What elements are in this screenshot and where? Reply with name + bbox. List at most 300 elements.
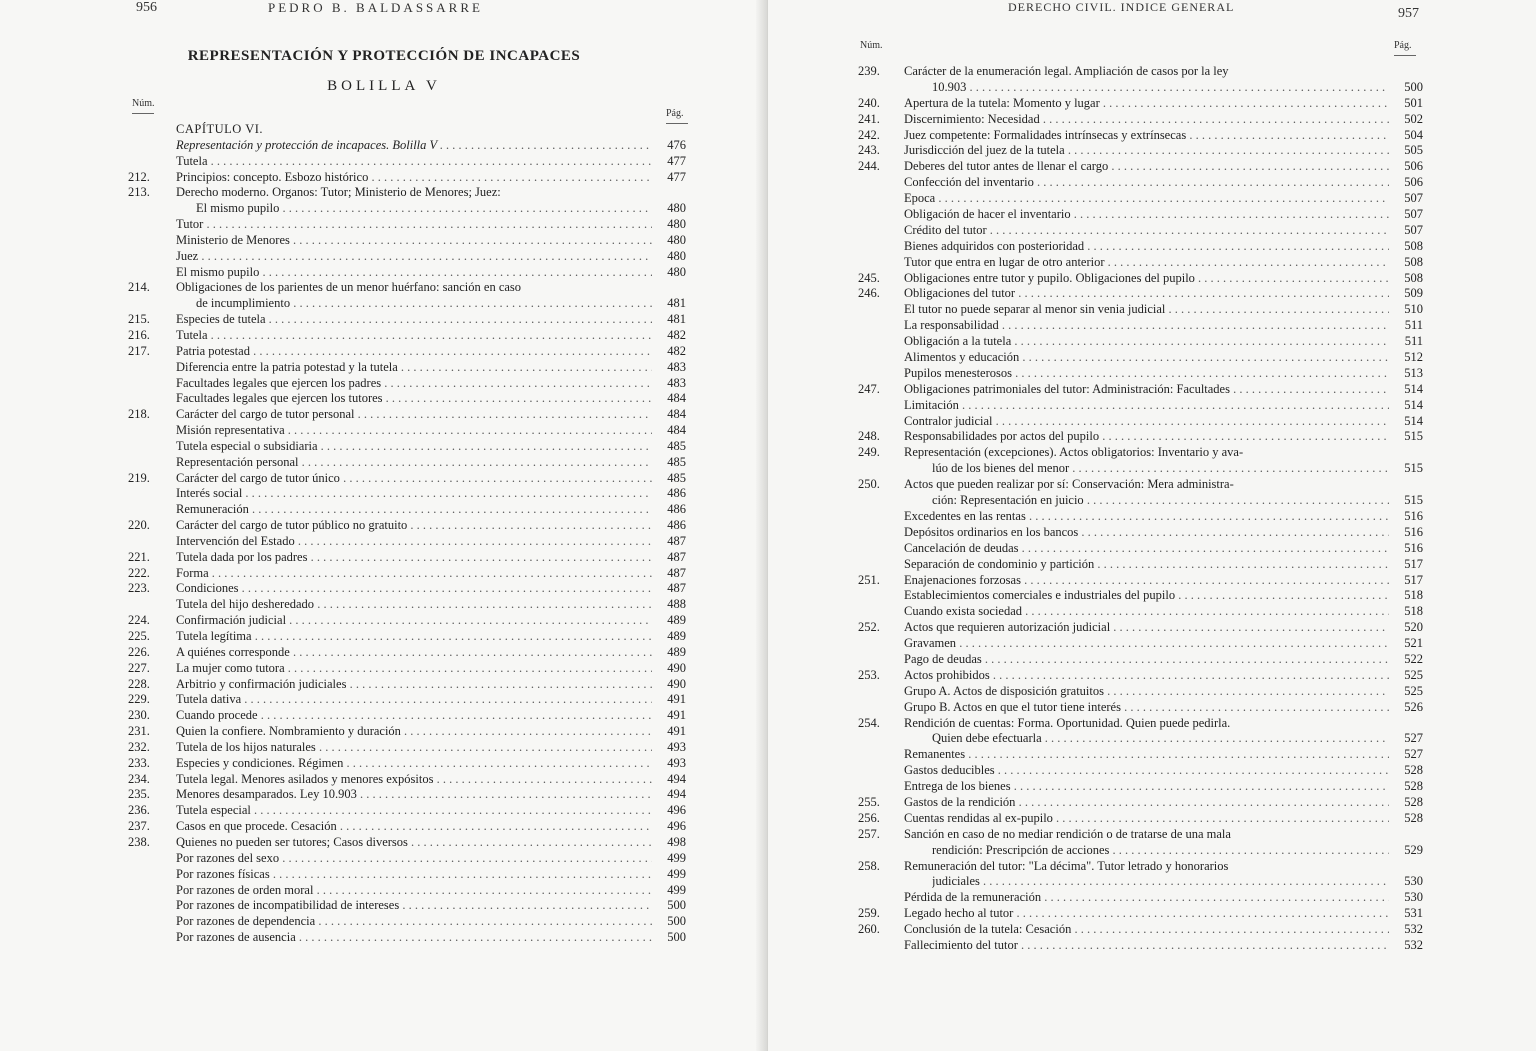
entry-title: Tutela dativa . . . — [176, 692, 652, 708]
entry-page: 498 — [667, 834, 686, 849]
toc-entry — [128, 787, 686, 803]
entry-page: 509 — [1404, 286, 1423, 301]
entry-title: Pupilos menesterosos . . . — [904, 366, 1389, 382]
entry-title: Enajenaciones forzosas . . . — [904, 573, 1389, 589]
entry-number: 228. — [128, 676, 150, 691]
toc-entry — [128, 708, 686, 724]
toc-entry — [128, 566, 686, 582]
entry-page: 488 — [667, 597, 686, 612]
toc-entry — [858, 255, 1423, 271]
entry-title: Arbitrio y confirmación judiciales . . . — [176, 677, 652, 693]
entry-title: Carácter del cargo de tutor único . . . — [176, 471, 652, 487]
entry-title: Actos que requieren autorización judicial . . . — [904, 620, 1389, 636]
entry-title: Representación y protección de incapaces. Bolilla V . . . — [176, 138, 652, 154]
entry-number: 260. — [858, 922, 880, 937]
entry-number: 223. — [128, 581, 150, 596]
entry-title: Por razones de ausencia . . . — [176, 930, 652, 946]
entry-page: 494 — [667, 771, 686, 786]
entry-page: 522 — [1404, 651, 1423, 666]
entry-number: 216. — [128, 327, 150, 342]
entry-page: 527 — [1404, 731, 1423, 746]
entry-title: Cuentas rendidas al ex-pupilo . . . — [904, 811, 1389, 827]
entry-number: 232. — [128, 739, 150, 754]
entry-title: Tutela del hijo desheredado . . . — [176, 597, 652, 613]
entry-title: Carácter de la enumeración legal. Ampliación de casos por la ley — [904, 64, 1229, 78]
toc-entry — [858, 684, 1423, 700]
toc-entry — [128, 217, 686, 233]
toc-entry — [128, 661, 686, 677]
toc-entry — [858, 493, 1423, 509]
entry-page: 482 — [667, 343, 686, 358]
entry-number: 227. — [128, 660, 150, 675]
toc-entry — [128, 502, 686, 518]
entry-title: Fallecimiento del tutor . . . — [904, 938, 1389, 954]
entry-page: 484 — [667, 423, 686, 438]
entry-title: Especies de tutela . . . — [176, 312, 652, 328]
toc-entry — [128, 550, 686, 566]
toc-entry — [858, 763, 1423, 779]
toc-entry — [858, 302, 1423, 318]
toc-entry — [858, 811, 1423, 827]
entry-page: 477 — [667, 153, 686, 168]
toc-entry — [128, 677, 686, 693]
entry-title: Entrega de los bienes . . . — [904, 779, 1389, 795]
entry-title: Responsabilidades por actos del pupilo . . . — [904, 429, 1389, 445]
toc-entry — [128, 914, 686, 930]
entry-title: Tutela . . . — [176, 328, 652, 344]
toc-entry — [128, 376, 686, 392]
toc-entry — [858, 80, 1423, 96]
toc-entry — [858, 414, 1423, 430]
entry-title: de incumplimiento . . . — [196, 296, 652, 312]
entry-page: 480 — [667, 264, 686, 279]
toc-entry — [128, 724, 686, 740]
entry-number: 226. — [128, 644, 150, 659]
toc-entry — [128, 692, 686, 708]
toc-entry — [858, 366, 1423, 382]
toc-entry — [128, 296, 686, 312]
entry-title: Separación de condominio y partición . . . — [904, 557, 1389, 573]
entry-page: 483 — [667, 359, 686, 374]
entry-number: 240. — [858, 95, 880, 110]
entry-page: 484 — [667, 391, 686, 406]
entry-title: Derecho moderno. Organos: Tutor; Ministerio de Menores; Juez: — [176, 185, 501, 200]
toc-entry — [128, 486, 686, 502]
entry-number: 243. — [858, 143, 880, 158]
entry-number: 242. — [858, 127, 880, 142]
entry-title: Actos que pueden realizar por sí: Conservación: Mera administra- — [904, 477, 1234, 492]
entry-page: 515 — [1404, 493, 1423, 508]
entry-title: Contralor judicial . . . — [904, 414, 1389, 430]
toc-entry — [128, 249, 686, 265]
entry-page: 511 — [1404, 318, 1423, 333]
toc-entry — [858, 620, 1423, 636]
toc-entry — [128, 756, 686, 772]
entry-number: 238. — [128, 834, 150, 849]
toc-entry — [128, 154, 686, 170]
entry-title: Tutela . . . — [176, 154, 652, 170]
toc-entry — [128, 233, 686, 249]
entry-title: Principios: concepto. Esbozo histórico . . . — [176, 170, 652, 186]
entry-number: 258. — [858, 858, 880, 873]
entry-page: 500 — [667, 914, 686, 929]
entry-title: Remuneración . . . — [176, 502, 652, 518]
entry-title: Por razones de orden moral . . . — [176, 883, 652, 899]
entry-page: 501 — [1404, 95, 1423, 110]
entry-title: Obligaciones patrimoniales del tutor: Administración: Facultades . . . — [904, 382, 1389, 398]
toc-entry — [858, 779, 1423, 795]
toc-entry — [858, 588, 1423, 604]
entry-title: Por razones del sexo . . . — [176, 851, 652, 867]
toc-entry — [128, 772, 686, 788]
entry-title: Deberes del tutor antes de llenar el cargo . . . — [904, 159, 1389, 175]
toc-entry — [128, 122, 686, 138]
entry-page: 514 — [1404, 413, 1423, 428]
toc-entry — [858, 334, 1423, 350]
entry-page: 510 — [1404, 302, 1423, 317]
toc-entry — [858, 271, 1423, 287]
entry-title: El mismo pupilo . . . — [176, 265, 652, 281]
left-toc — [128, 122, 686, 946]
entry-title: Misión representativa . . . — [176, 423, 652, 439]
entry-number: 233. — [128, 755, 150, 770]
entry-page: 490 — [667, 660, 686, 675]
entry-page: 504 — [1404, 127, 1423, 142]
entry-number: 230. — [128, 708, 150, 723]
entry-title: Quienes no pueden ser tutores; Casos diversos . . . — [176, 835, 652, 851]
toc-entry — [128, 898, 686, 914]
toc-entry — [858, 445, 1423, 461]
entry-page: 499 — [667, 866, 686, 881]
toc-entry — [858, 636, 1423, 652]
toc-entry — [128, 835, 686, 851]
entry-page: 486 — [667, 502, 686, 517]
entry-page: 513 — [1404, 365, 1423, 380]
entry-number: 257. — [858, 826, 880, 841]
entry-title: Condiciones . . . — [176, 581, 652, 597]
left-num-header: Núm. — [132, 98, 155, 114]
entry-title: Alimentos y educación . . . — [904, 350, 1389, 366]
entry-title: Representación (excepciones). Actos obligatorios: Inventario y ava- — [904, 445, 1244, 460]
toc-entry — [858, 890, 1423, 906]
entry-number: 218. — [128, 407, 150, 422]
toc-entry — [858, 64, 1423, 80]
entry-title: Especies y condiciones. Régimen . . . — [176, 756, 652, 772]
entry-page: 525 — [1404, 667, 1423, 682]
entry-title: Quien debe efectuarla . . . — [932, 731, 1389, 747]
toc-entry — [858, 318, 1423, 334]
toc-entry — [858, 843, 1423, 859]
entry-number: 222. — [128, 565, 150, 580]
toc-entry — [858, 286, 1423, 302]
entry-page: 493 — [667, 739, 686, 754]
toc-entry — [128, 534, 686, 550]
toc-entry — [858, 429, 1423, 445]
entry-page: 493 — [667, 755, 686, 770]
entry-page: 531 — [1404, 906, 1423, 921]
entry-title: Actos prohibidos . . . — [904, 668, 1389, 684]
toc-entry — [128, 185, 686, 201]
toc-entry — [128, 851, 686, 867]
entry-page: 502 — [1404, 111, 1423, 126]
entry-page: 499 — [667, 882, 686, 897]
entry-page: 480 — [667, 217, 686, 232]
entry-title: Remanentes . . . — [904, 747, 1389, 763]
entry-page: 489 — [667, 629, 686, 643]
entry-title: Forma . . . — [176, 566, 652, 582]
entry-page: 520 — [1404, 620, 1423, 635]
toc-entry — [858, 509, 1423, 525]
entry-title: ción: Representación en juicio . . . — [932, 493, 1389, 509]
toc-entry — [858, 461, 1423, 477]
toc-entry — [858, 700, 1423, 716]
entry-number: 259. — [858, 906, 880, 921]
entry-page: 532 — [1404, 922, 1423, 937]
right-page — [768, 0, 1536, 1051]
toc-entry — [858, 175, 1423, 191]
toc-entry — [858, 938, 1423, 954]
entry-page: 525 — [1404, 683, 1423, 698]
toc-entry — [858, 557, 1423, 573]
toc-entry — [858, 112, 1423, 128]
entry-number: 212. — [128, 169, 150, 184]
entry-title: Cancelación de deudas . . . — [904, 541, 1389, 557]
entry-number: 229. — [128, 692, 150, 707]
entry-number: 248. — [858, 429, 880, 444]
entry-page: 508 — [1404, 254, 1423, 269]
right-toc — [858, 64, 1423, 954]
entry-number: 251. — [858, 572, 880, 587]
entry-page: 517 — [1404, 556, 1423, 571]
entry-page: 515 — [1404, 429, 1423, 444]
entry-number: 247. — [858, 381, 880, 396]
toc-entry — [128, 629, 686, 645]
left-running-head: PEDRO B. BALDASSARRE — [268, 0, 483, 15]
toc-entry — [858, 525, 1423, 541]
entry-page: 505 — [1404, 143, 1423, 158]
entry-page: 517 — [1404, 572, 1423, 587]
entry-number: 234. — [128, 771, 150, 786]
entry-title: Confirmación judicial . . . — [176, 613, 652, 629]
entry-page: 485 — [667, 470, 686, 485]
toc-entry — [858, 128, 1423, 144]
entry-number: 235. — [128, 787, 150, 802]
entry-title: CAPÍTULO VI. — [176, 122, 264, 136]
toc-entry — [128, 280, 686, 296]
entry-title: A quiénes corresponde . . . — [176, 645, 652, 661]
entry-page: 482 — [667, 327, 686, 342]
entry-number: 241. — [858, 111, 880, 126]
toc-entry — [858, 96, 1423, 112]
entry-page: 516 — [1404, 540, 1423, 555]
left-page-number: 956 — [136, 0, 157, 15]
entry-title: Tutela legítima . . . — [176, 629, 652, 645]
entry-title: El tutor no puede separar al menor sin venia judicial . . . — [904, 302, 1389, 318]
entry-page: 508 — [1404, 238, 1423, 253]
entry-page: 507 — [1404, 207, 1423, 222]
entry-page: 486 — [667, 486, 686, 501]
toc-entry — [858, 239, 1423, 255]
entry-page: 484 — [667, 407, 686, 422]
toc-entry — [858, 827, 1423, 843]
entry-title: Gravamen . . . — [904, 636, 1389, 652]
entry-title: Discernimiento: Necesidad . . . — [904, 112, 1389, 128]
entry-number: 224. — [128, 613, 150, 628]
entry-number: 237. — [128, 819, 150, 834]
entry-title: Facultades legales que ejercen los tutores . . . — [176, 391, 652, 407]
entry-number: 254. — [858, 715, 880, 730]
entry-number: 225. — [128, 629, 150, 643]
entry-title: Excedentes en las rentas . . . — [904, 509, 1389, 525]
entry-title: Sanción en caso de no mediar rendición o de tratarse de una mala — [904, 826, 1231, 841]
entry-number: 246. — [858, 286, 880, 301]
entry-page: 516 — [1404, 508, 1423, 523]
entry-title: Ministerio de Menores . . . — [176, 233, 652, 249]
toc-entry — [128, 138, 686, 154]
entry-number: 256. — [858, 810, 880, 825]
entry-page: 491 — [667, 724, 686, 739]
right-page-number: 957 — [1398, 6, 1419, 21]
entry-page: 500 — [1404, 79, 1423, 94]
entry-title: Gastos de la rendición . . . — [904, 795, 1389, 811]
toc-entry — [858, 668, 1423, 684]
toc-entry — [858, 223, 1423, 239]
entry-title: Tutela dada por los padres . . . — [176, 550, 652, 566]
entry-title: Tutela legal. Menores asilados y menores expósitos . . . — [176, 772, 652, 788]
toc-entry — [858, 859, 1423, 875]
entry-page: 507 — [1404, 222, 1423, 237]
toc-entry — [128, 803, 686, 819]
entry-page: 485 — [667, 438, 686, 453]
toc-entry — [858, 731, 1423, 747]
entry-title: Por razones de incompatibilidad de intereses . . . — [176, 898, 652, 914]
toc-entry — [128, 423, 686, 439]
entry-page: 481 — [667, 312, 686, 327]
toc-entry — [858, 350, 1423, 366]
entry-page: 530 — [1404, 874, 1423, 889]
entry-number: 213. — [128, 185, 150, 200]
entry-title: Epoca . . . — [904, 191, 1389, 207]
toc-entry — [858, 874, 1423, 890]
entry-title: Grupo B. Actos en que el tutor tiene interés . . . — [904, 700, 1389, 716]
entry-title: Obligación a la tutela . . . — [904, 334, 1389, 350]
entry-page: 527 — [1404, 747, 1423, 762]
toc-entry — [128, 613, 686, 629]
entry-page: 528 — [1404, 779, 1423, 794]
entry-title: Conclusión de la tutela: Cesación . . . — [904, 922, 1389, 938]
toc-entry — [858, 747, 1423, 763]
entry-page: 489 — [667, 644, 686, 659]
entry-page: 528 — [1404, 810, 1423, 825]
toc-entry — [858, 906, 1423, 922]
toc-entry — [128, 518, 686, 534]
toc-entry — [128, 867, 686, 883]
entry-title: Juez competente: Formalidades intrínsecas y extrínsecas . . . — [904, 128, 1389, 144]
toc-entry — [858, 922, 1423, 938]
entry-title: Bienes adquiridos con posterioridad . . . — [904, 239, 1389, 255]
toc-entry — [128, 930, 686, 946]
entry-title: Diferencia entre la patria potestad y la tutela . . . — [176, 360, 652, 376]
entry-title: Gastos deducibles . . . — [904, 763, 1389, 779]
entry-page: 490 — [667, 676, 686, 691]
entry-page: 486 — [667, 518, 686, 533]
entry-title: 10.903 . . . — [932, 80, 1389, 96]
entry-page: 512 — [1404, 350, 1423, 365]
toc-entry — [128, 645, 686, 661]
toc-entry — [128, 471, 686, 487]
entry-title: Pérdida de la remuneración . . . — [904, 890, 1389, 906]
entry-number: 220. — [128, 518, 150, 533]
entry-number: 215. — [128, 312, 150, 327]
toc-entry — [128, 328, 686, 344]
entry-page: 528 — [1404, 794, 1423, 809]
toc-entry — [128, 740, 686, 756]
entry-title: Crédito del tutor . . . — [904, 223, 1389, 239]
entry-title: Tutela de los hijos naturales . . . — [176, 740, 652, 756]
entry-page: 518 — [1404, 588, 1423, 603]
toc-entry — [858, 398, 1423, 414]
toc-entry — [858, 159, 1423, 175]
entry-number: 221. — [128, 549, 150, 564]
toc-entry — [858, 716, 1423, 732]
toc-entry — [128, 455, 686, 471]
entry-title: Confección del inventario . . . — [904, 175, 1389, 191]
entry-page: 494 — [667, 787, 686, 802]
toc-entry — [128, 312, 686, 328]
entry-title: La mujer como tutora . . . — [176, 661, 652, 677]
entry-page: 532 — [1404, 937, 1423, 952]
entry-title: Por razones físicas . . . — [176, 867, 652, 883]
entry-number: 239. — [858, 64, 880, 78]
toc-entry — [128, 597, 686, 613]
toc-entry — [128, 265, 686, 281]
entry-page: 499 — [667, 850, 686, 865]
entry-number: 244. — [858, 159, 880, 174]
entry-title: Intervención del Estado . . . — [176, 534, 652, 550]
toc-entry — [858, 573, 1423, 589]
entry-page: 480 — [667, 201, 686, 216]
entry-title: Tutela especial . . . — [176, 803, 652, 819]
entry-page: 476 — [667, 137, 686, 152]
entry-title: Casos en que procede. Cesación . . . — [176, 819, 652, 835]
entry-page: 500 — [667, 930, 686, 945]
entry-number: 214. — [128, 280, 150, 295]
entry-title: rendición: Prescripción de acciones . . . — [932, 843, 1389, 859]
entry-page: 496 — [667, 803, 686, 818]
entry-page: 487 — [667, 533, 686, 548]
entry-page: 506 — [1404, 159, 1423, 174]
entry-number: 245. — [858, 270, 880, 285]
toc-entry — [858, 382, 1423, 398]
toc-entry — [858, 143, 1423, 159]
toc-entry — [858, 207, 1423, 223]
entry-page: 528 — [1404, 763, 1423, 778]
entry-page: 491 — [667, 692, 686, 707]
entry-title: Establecimientos comerciales e industriales del pupilo . . . — [904, 588, 1389, 604]
entry-page: 485 — [667, 454, 686, 469]
toc-entry — [128, 581, 686, 597]
left-pag-header: Pág. — [666, 108, 688, 124]
entry-page: 521 — [1404, 636, 1423, 651]
toc-entry — [128, 201, 686, 217]
toc-entry — [858, 652, 1423, 668]
entry-page: 487 — [667, 565, 686, 580]
entry-title: Grupo A. Actos de disposición gratuitos . . . — [904, 684, 1389, 700]
entry-title: Tutela especial o subsidiaria . . . — [176, 439, 652, 455]
entry-title: Representación personal . . . — [176, 455, 652, 471]
entry-page: 516 — [1404, 524, 1423, 539]
toc-entry — [128, 407, 686, 423]
